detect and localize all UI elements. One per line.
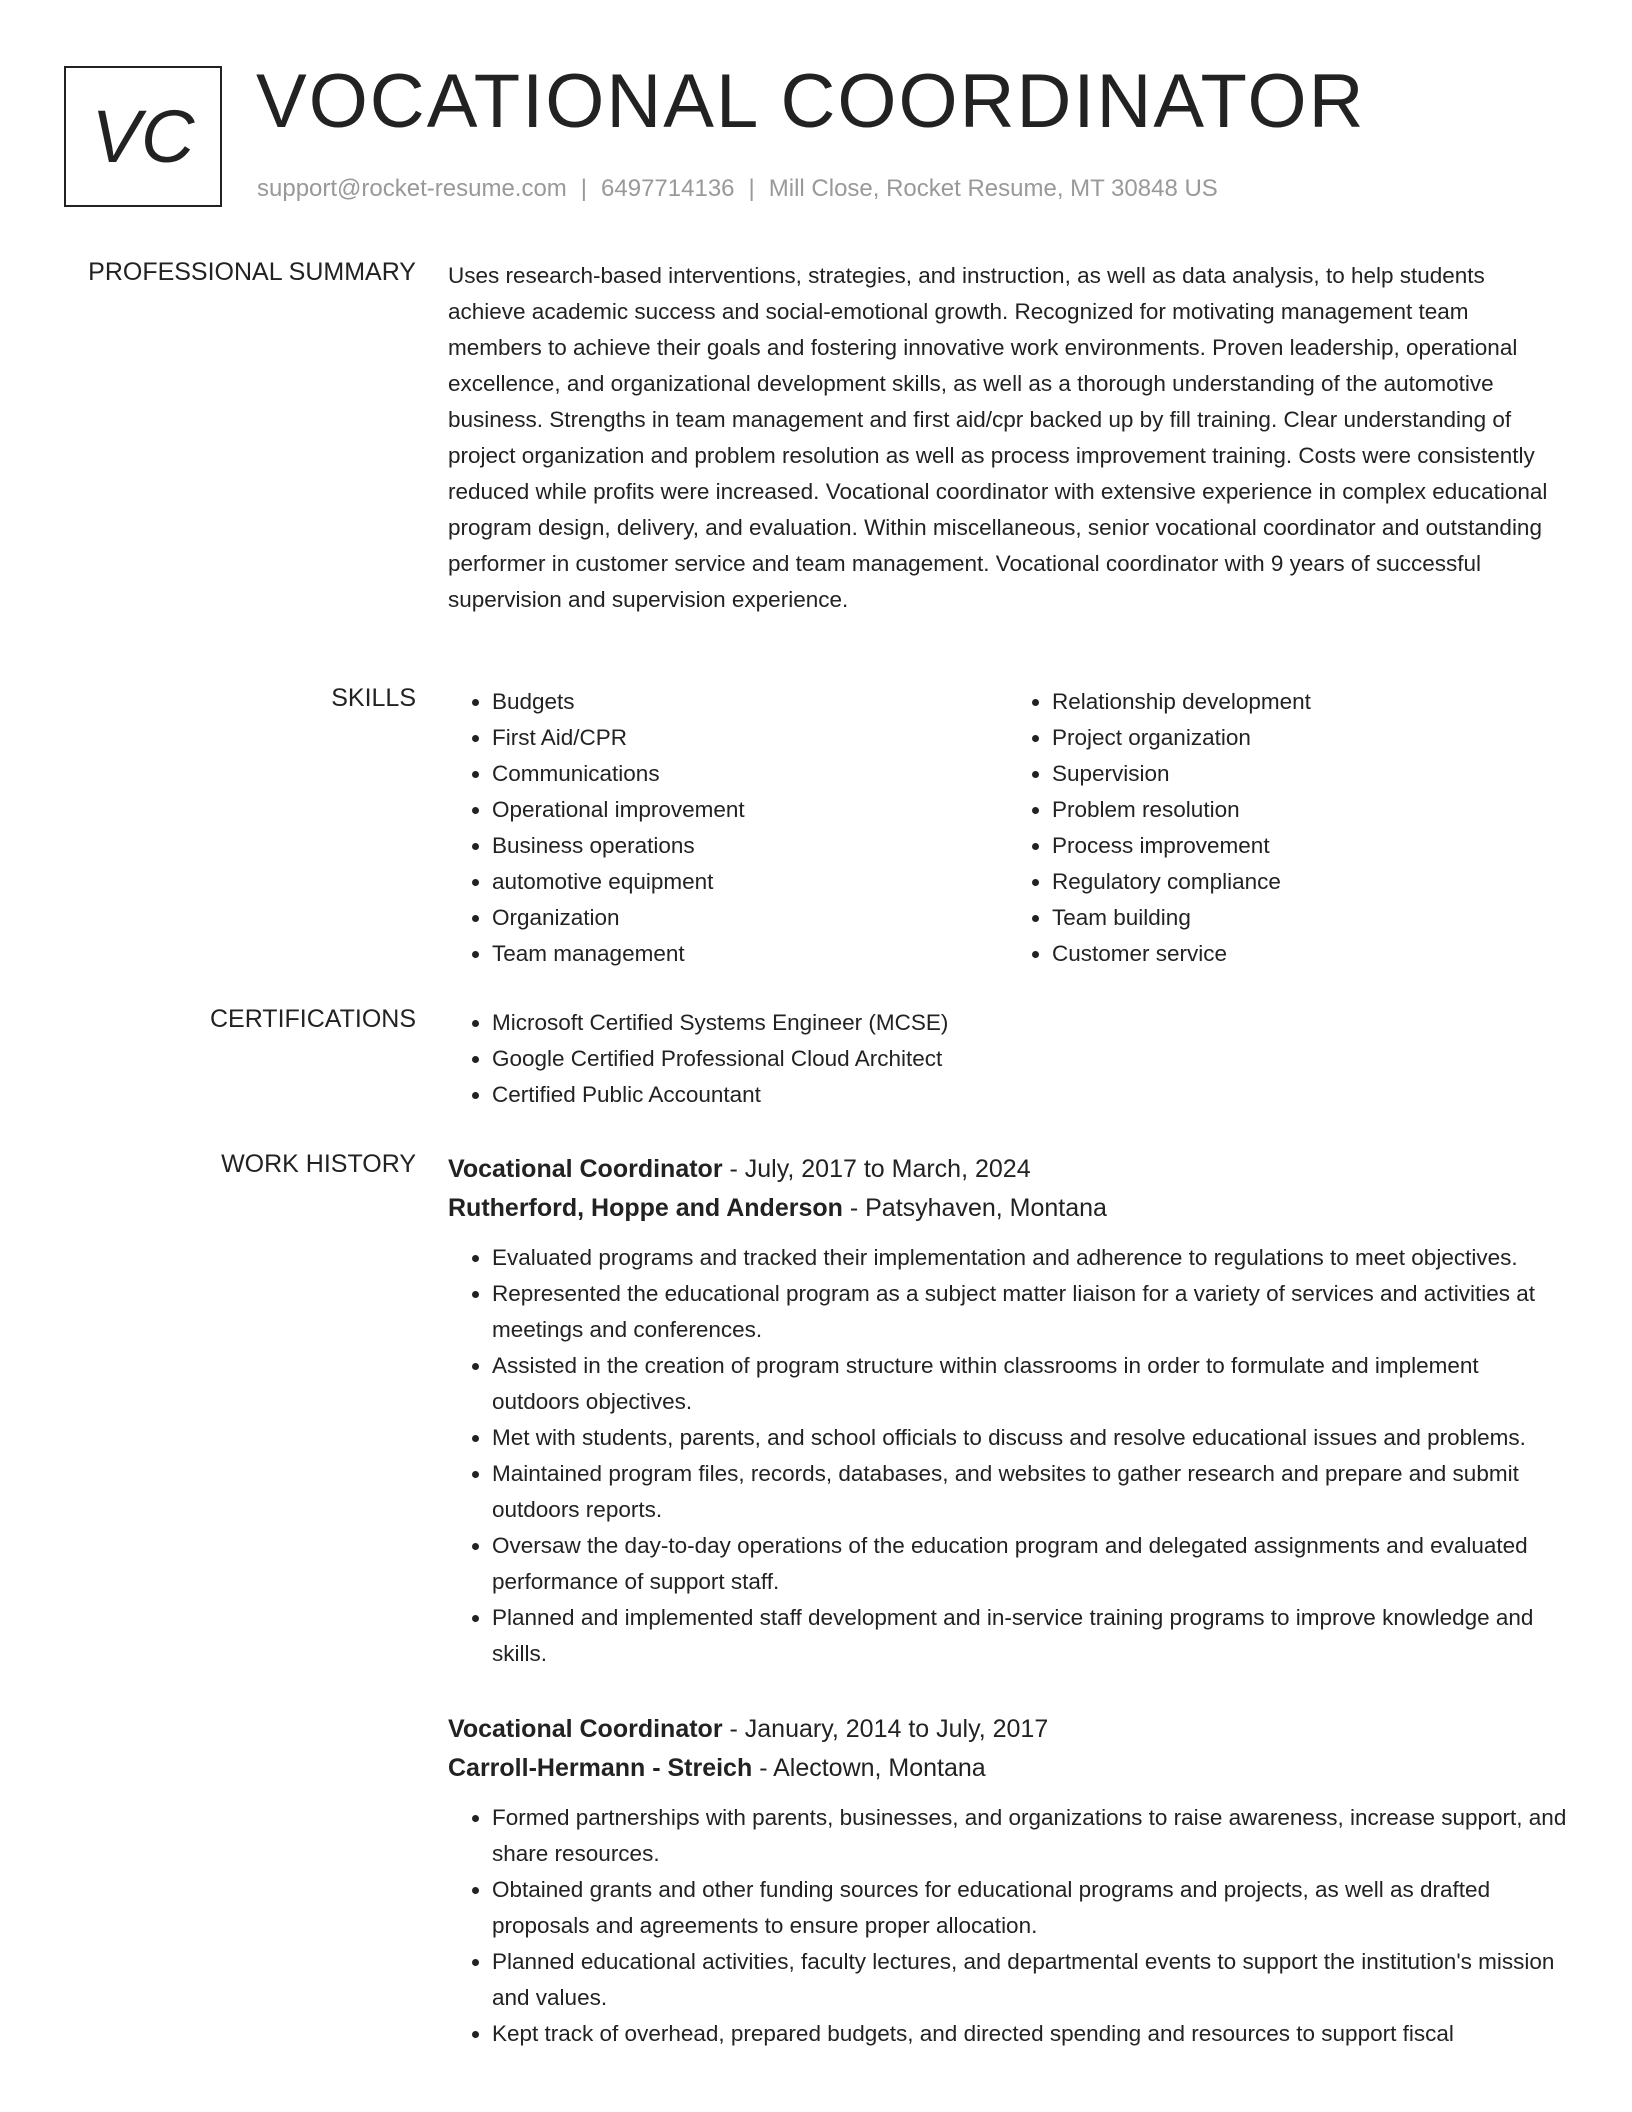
job-bullet: • Evaluated programs and tracked their implementation and adherence to regulations to meet objectives. bbox=[492, 1240, 1568, 1276]
job-title-line bbox=[448, 1710, 1568, 1749]
skill-item: • Customer service bbox=[1052, 936, 1568, 972]
job-company-line bbox=[448, 1749, 1568, 1788]
job-bullet: • Assisted in the creation of program structure within classrooms in order to formulate and implement outdoors objectives. bbox=[492, 1348, 1568, 1420]
contact-separator: | bbox=[748, 175, 755, 202]
skill-item: • Regulatory compliance bbox=[1052, 864, 1568, 900]
skill-item: • Problem resolution bbox=[1052, 792, 1568, 828]
monogram-badge bbox=[64, 66, 222, 207]
skill-item: • Budgets bbox=[492, 684, 1008, 720]
job-bullets bbox=[448, 1800, 1568, 2052]
certification-item: • Google Certified Professional Cloud Architect bbox=[492, 1041, 1568, 1077]
skill-item: • Operational improvement bbox=[492, 792, 1008, 828]
job-dates: - July, 2017 to March, 2024 bbox=[722, 1155, 1031, 1183]
skill-item: • Supervision bbox=[1052, 756, 1568, 792]
job-bullets bbox=[448, 1240, 1568, 1672]
summary-text: Uses research-based interventions, strategies, and instruction, as well as data analysis, to help students achieve academic success and social-emotional growth. Recognized for motivating management team members to achieve their goals and fostering innovative work environments. Proven leadership, operational excellence, and organizational development skills, as well as a thorough understanding of the automotive business. Strengths in team management and first aid/cpr backed up by fill training. Clear understanding of project organization and problem resolution as well as process improvement training. Costs were consistently reduced while profits were increased. Vocational coordinator with extensive experience in complex educational program design, delivery, and evaluation. Within miscellaneous, senior vocational coordinator and outstanding performer in customer service and team management. Vocational coordinator with 9 years of successful supervision and supervision experience. bbox=[448, 263, 1548, 612]
job-bullet: • Formed partnerships with parents, businesses, and organizations to raise awareness, increase support, and share resources. bbox=[492, 1800, 1568, 1872]
skill-item: • First Aid/CPR bbox=[492, 720, 1008, 756]
contact-line bbox=[257, 175, 1218, 203]
certifications-list bbox=[448, 1005, 1568, 1113]
job-bullet: • Represented the educational program as a subject matter liaison for a variety of services and activities at meetings and conferences. bbox=[492, 1276, 1568, 1348]
skill-item: • Team management bbox=[492, 936, 1008, 972]
skill-item: • Relationship development bbox=[1052, 684, 1568, 720]
skill-item: • Project organization bbox=[1052, 720, 1568, 756]
skills-label: SKILLS bbox=[331, 684, 416, 712]
job-bullet: • Maintained program files, records, databases, and websites to gather research and prepare and submit outdoors reports. bbox=[492, 1456, 1568, 1528]
job-title: Vocational Coordinator bbox=[448, 1715, 723, 1743]
contact-phone: 6497714136 bbox=[601, 175, 735, 202]
certification-item: • Certified Public Accountant bbox=[492, 1077, 1568, 1113]
summary-label: PROFESSIONAL SUMMARY bbox=[88, 258, 416, 286]
job-bullet: • Kept track of overhead, prepared budgets, and directed spending and resources to support fiscal bbox=[492, 2016, 1568, 2052]
contact-email: support@rocket-resume.com bbox=[257, 175, 567, 202]
page-title: VOCATIONAL COORDINATOR bbox=[256, 59, 1366, 144]
job-company: Carroll-Hermann - Streich bbox=[448, 1754, 753, 1782]
job-title-line bbox=[448, 1150, 1568, 1189]
job-bullet: • Planned educational activities, faculty lectures, and departmental events to support the institution's mission and values. bbox=[492, 1944, 1568, 2016]
certification-item: • Microsoft Certified Systems Engineer (MCSE) bbox=[492, 1005, 1568, 1041]
job-location: - Alectown, Montana bbox=[752, 1754, 986, 1782]
skill-item: • Team building bbox=[1052, 900, 1568, 936]
job-location: - Patsyhaven, Montana bbox=[842, 1194, 1107, 1222]
job-entry bbox=[448, 1710, 1568, 2052]
job-bullet: • Oversaw the day-to-day operations of the education program and delegated assignments and evaluated performance of support staff. bbox=[492, 1528, 1568, 1600]
job-dates: - January, 2014 to July, 2017 bbox=[722, 1715, 1049, 1743]
contact-address: Mill Close, Rocket Resume, MT 30848 US bbox=[768, 175, 1218, 202]
job-entry bbox=[448, 1150, 1568, 1672]
skill-item: • Communications bbox=[492, 756, 1008, 792]
skills-list-left bbox=[448, 684, 1008, 972]
job-company: Rutherford, Hoppe and Anderson bbox=[448, 1194, 843, 1222]
skill-item: • automotive equipment bbox=[492, 864, 1008, 900]
skill-item: • Organization bbox=[492, 900, 1008, 936]
skill-item: • Process improvement bbox=[1052, 828, 1568, 864]
certifications-label: CERTIFICATIONS bbox=[209, 1005, 416, 1033]
skill-item: • Business operations bbox=[492, 828, 1008, 864]
skills-list-right bbox=[1008, 684, 1568, 972]
job-bullet: • Obtained grants and other funding sources for educational programs and projects, as well as drafted proposals and agreements to ensure proper allocation. bbox=[492, 1872, 1568, 1944]
monogram-text: VC bbox=[91, 95, 195, 178]
job-bullet: • Planned and implemented staff development and in-service training programs to improve knowledge and skills. bbox=[492, 1600, 1568, 1672]
work-history-label: WORK HISTORY bbox=[221, 1150, 416, 1178]
job-title: Vocational Coordinator bbox=[448, 1155, 723, 1183]
contact-separator: | bbox=[580, 175, 588, 202]
job-company-line bbox=[448, 1189, 1568, 1228]
job-bullet: • Met with students, parents, and school officials to discuss and resolve educational issues and problems. bbox=[492, 1420, 1568, 1456]
